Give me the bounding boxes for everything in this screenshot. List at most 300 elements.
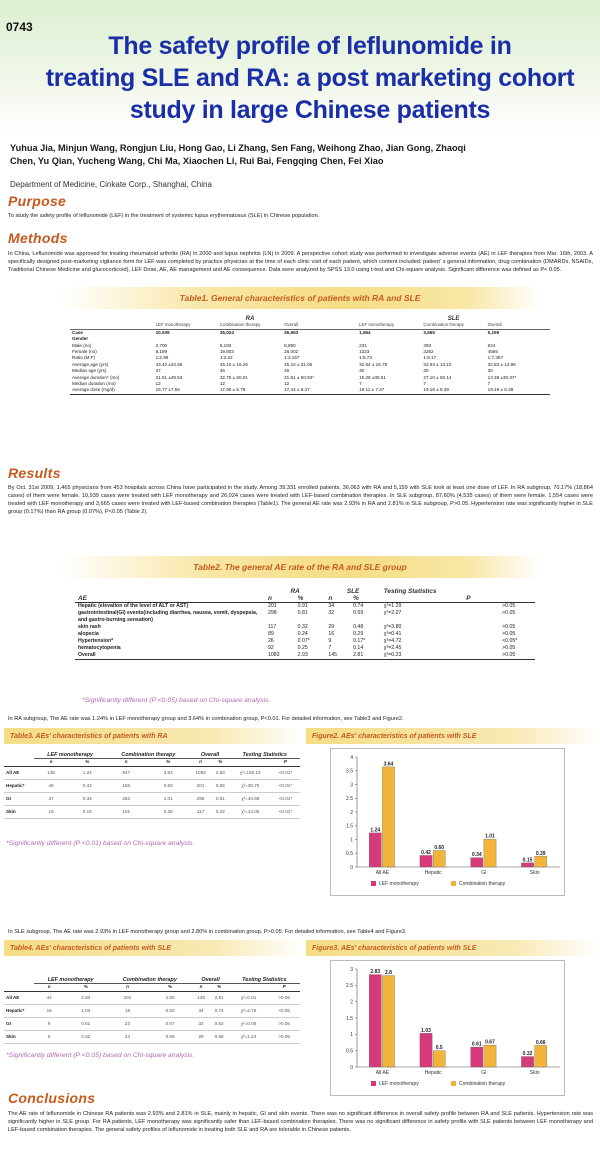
figure2-caption: Figure2. AEs' characteristics of patients with SLE xyxy=(312,732,477,740)
table2-spacer xyxy=(463,631,499,638)
table2-cell: 117 xyxy=(268,624,277,630)
table3-cell: 101 xyxy=(122,808,130,814)
table3-cell: 0.32 xyxy=(215,808,225,814)
table3-footnote: *Significantly different (P <0.01) based on Chi-square analysis. xyxy=(6,840,195,847)
table4-subheader: P xyxy=(282,984,286,990)
table4-subheader: n xyxy=(126,984,129,990)
table4-cell: 101 xyxy=(123,994,132,1000)
table1-cell: 15.29 ±35.01 xyxy=(359,374,386,380)
table1-cell: 30 xyxy=(359,368,365,374)
x-tick-label: Hepatic xyxy=(424,1070,442,1076)
table3-subheader: n xyxy=(199,759,202,765)
table2-cell: 9 xyxy=(328,638,332,644)
table3-subheader xyxy=(230,759,271,766)
table4-cell: >0.05 xyxy=(278,1033,290,1039)
table4-cell: 0.74 xyxy=(214,1007,224,1013)
table3-cell: χ²=40.68 xyxy=(241,795,260,801)
table1-cell: 47 xyxy=(155,368,161,374)
table2-row xyxy=(75,645,535,652)
table1-cell: 3262 xyxy=(423,349,434,355)
table1-subheader: LEF monotherapy xyxy=(155,322,191,328)
table1-cell: 27.10 ± 60.14 xyxy=(423,374,452,380)
y-tick-label: 2.5 xyxy=(346,796,353,803)
table3-cell: 947 xyxy=(122,769,130,775)
table2-cell: χ²=4.72 xyxy=(383,638,402,644)
table4-group: LEF monotherapy xyxy=(34,977,107,984)
table4-group-row xyxy=(4,977,300,984)
table2-spacer xyxy=(463,603,499,611)
table3-cell: 0.34 xyxy=(82,795,92,801)
table3-row xyxy=(4,792,300,805)
bar-value-label: 2.83 xyxy=(370,969,381,976)
table2-spacer xyxy=(463,638,499,645)
bar-value-label: 3.64 xyxy=(383,761,394,768)
bar-value-label: 0.39 xyxy=(535,850,546,857)
table2-cell: >0.05 xyxy=(502,631,516,637)
table1-caption-banner xyxy=(60,287,540,309)
table1-grid xyxy=(70,316,550,395)
table2-cell: 0.07* xyxy=(297,638,310,644)
figure2-caption-banner xyxy=(306,728,600,744)
table4-subheader: n xyxy=(47,984,51,990)
table1-cell: 2,700 xyxy=(155,342,168,348)
methods-text: In China, Leflunomide was approved for treating rheumatoid arthritis (RA) in 2000 and lupus nephritis (LN) in 2009. A perspective cohort study was performed to investigate adverse events (AE) in LEF therapies from Mar. 16th, 2003. A specifically designed post-marketing vigilance form for LEF was completed by practice physician at the time of each clinic visit of each patient, which content included: patient' s general information, drug combination (DMARDs, NSAIDs, Traditional Chinese Medicine and glucocorticoid), LEF Dose, AE, AE management and AE consequence. Data were analyzed by SPSS 13.0 using t-test and Chi-square analysis. Significant difference was defined as P< 0.05. xyxy=(8,251,593,273)
table1-cell: 12 xyxy=(284,381,290,387)
table2-cell: χ²=0.41 xyxy=(383,631,402,637)
table3-cell: <0.01* xyxy=(278,769,293,775)
table1-cell: 45.22 ± 21.06 xyxy=(284,361,313,367)
table2-cell: >0.05 xyxy=(502,652,516,658)
table2-row xyxy=(75,610,535,624)
bar-value-label: 0.42 xyxy=(421,849,431,856)
poster-title xyxy=(40,30,580,126)
table1-row-label: Average age (yrs) xyxy=(72,361,109,367)
y-tick-label: 2.5 xyxy=(346,983,353,990)
table3-caption-banner xyxy=(4,728,304,744)
bar-lef xyxy=(471,858,483,867)
table3-cell: 298 xyxy=(196,795,205,801)
table3-group: LEF monotherapy xyxy=(34,752,106,759)
table1-cell: 1323 xyxy=(359,349,370,355)
bar-lef xyxy=(369,975,381,1067)
table3-subheader: % xyxy=(166,759,171,765)
table3-sub-row xyxy=(4,759,300,766)
table2-group-stats: Testing Statistics xyxy=(383,588,437,595)
table3-corner xyxy=(4,759,34,766)
table2-col-spacer xyxy=(381,595,463,603)
table3-cell: 201 xyxy=(196,782,205,788)
table2-cell: 0.91 xyxy=(297,603,308,609)
x-tick-label: All AE xyxy=(375,1070,390,1076)
legend-swatch xyxy=(371,1081,376,1086)
table4-cell: 23 xyxy=(124,1020,131,1026)
legend-swatch xyxy=(451,881,456,886)
poster-id: 0743 xyxy=(6,20,33,34)
table3-cell: <0.01* xyxy=(278,782,293,788)
bar-combination xyxy=(433,851,445,868)
table1-cell: 46 xyxy=(284,368,290,374)
table2-spacer xyxy=(463,610,499,624)
table3-cell: χ²=150.13 xyxy=(239,769,261,775)
table3-cell: 262 xyxy=(122,795,130,801)
table2-cell: χ²=2.07 xyxy=(383,610,402,616)
table3-cell: 1.24 xyxy=(82,769,92,775)
bar-lef xyxy=(420,855,432,867)
table4-cell: 2.83 xyxy=(81,994,91,1000)
table1-row-label: Case xyxy=(72,329,83,335)
table1-cell: 3,655 xyxy=(423,329,435,335)
bar-combination xyxy=(433,1051,445,1067)
table2-row xyxy=(75,652,535,660)
table2-cell: 0.48 xyxy=(353,624,364,630)
bar-combination xyxy=(535,1045,547,1067)
table1-cell: 8,189 xyxy=(155,349,168,355)
table4-group: Overall xyxy=(192,977,228,984)
table3-subheader: n xyxy=(49,759,53,765)
table2-row-label: Overall xyxy=(78,652,96,658)
table2-spacer xyxy=(463,624,499,631)
table3-cell: 117 xyxy=(196,808,205,814)
table3-cell: 1083 xyxy=(195,769,206,775)
table4-row xyxy=(4,1030,300,1043)
table1-cell: 45.10 ± 16.26 xyxy=(219,361,248,367)
table4-corner xyxy=(4,984,34,991)
bar-value-label: 0.15 xyxy=(522,857,533,864)
table2-cell: 16 xyxy=(328,631,335,637)
bar-value-label: 0.34 xyxy=(471,852,482,859)
table3-cell: 0.60 xyxy=(163,782,173,788)
figure3-chart xyxy=(330,960,565,1096)
title-line-2: treating SLE and RA: a post marketing cohort xyxy=(45,64,575,92)
table4-cell: 0.66 xyxy=(165,1033,175,1039)
bar-lef xyxy=(420,1033,432,1067)
table2-row-label: Hepatic (elevation of the level of ALT or AST) xyxy=(78,603,189,609)
table2-cell: 145 xyxy=(328,652,337,658)
bar-value-label: 1.03 xyxy=(421,1027,431,1034)
table4 xyxy=(4,977,300,1044)
purpose-heading: Purpose xyxy=(8,193,67,209)
table3-subheader: P xyxy=(283,759,287,765)
table2-col-header: n xyxy=(268,595,272,602)
table1-cell: 26,024 xyxy=(219,329,234,335)
x-tick-label: Hepatic xyxy=(424,870,442,876)
table3-caption: Table3. AEs' characteristics of patients with RA xyxy=(10,732,168,740)
title-line-3: study in large Chinese patients xyxy=(129,96,491,124)
table2-cell: χ²=1.29 xyxy=(383,603,402,609)
table4-caption-banner xyxy=(4,940,304,956)
table1-cell: 36,963 xyxy=(284,329,299,335)
table4-cell: >0.05 xyxy=(278,1020,290,1026)
bar-lef xyxy=(521,863,533,867)
table1-subheader: Combination therapy xyxy=(423,322,464,328)
table4-cell: χ²=4.75 xyxy=(240,1007,257,1013)
table1-cell: 1:8.17 xyxy=(423,355,437,361)
table2-row xyxy=(75,603,535,611)
table3-group: Overall xyxy=(190,752,229,759)
table1-cell: 1,554 xyxy=(359,329,371,335)
table2-col-header: P xyxy=(466,595,471,602)
table3-cell: χ²=14.05 xyxy=(241,808,260,814)
table2-row-label: skin rash xyxy=(78,624,101,630)
table1-spacer xyxy=(346,322,357,329)
sle-subgroup-text: In SLE subgroup, The AE rate was 2.93% in LEF monotherapy group and 2.80% in combination group, P>0.05. For detailed information, see Table4 and Figure3. xyxy=(8,929,407,935)
table4-subheader xyxy=(229,984,269,991)
table1-cell: 1:3.22 xyxy=(219,355,233,361)
table1-cell: 46 xyxy=(219,368,225,374)
table1-group-sle: SLE xyxy=(447,316,460,322)
table4-row-label: Skin xyxy=(6,1033,16,1039)
table2-cell: 0.59 xyxy=(353,610,364,616)
table1-cell: 8,890 xyxy=(284,342,296,348)
table1-cell: 7 xyxy=(423,381,426,387)
legend-label: Combination therapy xyxy=(459,1081,506,1087)
table2-cell: 89 xyxy=(268,631,274,637)
y-tick-label: 1 xyxy=(350,1032,353,1039)
table2-cell: 0.81 xyxy=(297,610,308,616)
y-tick-label: 0.5 xyxy=(346,851,353,858)
table2-col-header: AE xyxy=(78,595,87,602)
table1-cell: 7 xyxy=(359,381,362,387)
table2-caption: Table2. The general AE rate of the RA and SLE group xyxy=(193,562,407,572)
table2-row-label: gastrointestinal(GI) events(including diarrhea, nausea, vomit, dyspepsia, and gastro-burning sensation) xyxy=(78,610,258,623)
table4-cell: 16 xyxy=(46,1007,52,1013)
table3-grid xyxy=(4,752,300,819)
table3-corner xyxy=(4,752,34,759)
table2-cell: χ²=0.23 xyxy=(383,652,402,658)
table4-cell: 44 xyxy=(46,994,52,1000)
y-tick-label: 2 xyxy=(350,999,353,1006)
table3-cell: 3.64 xyxy=(163,769,173,775)
conclusions-text: The AE rate of leflunomide in Chinese RA patients was 2.93% and 2.81% in SLE, mainly in hepatic, GI and skin events. There was no significant difference in overall safety profile between RA and SLE patients. Hypertension rate was significantly higher in SLE group. For RA patients, LEF monotherapy was significantly safer than LEF-based combination therapies. There was no significant difference in safety profile with SLE patients between LEF monotherapy and LEF-based combination therapies. The general safety profiles of leflunomide in treating both SLE and RA are tolerable in Chinese patients. xyxy=(8,1111,593,1133)
table4-grid xyxy=(4,977,300,1044)
table1-cell: 19.11 ± 7.37 xyxy=(359,387,385,393)
table1-cell: 32.83 ± 13.96 xyxy=(487,361,516,367)
y-tick-label: 1.5 xyxy=(346,823,353,830)
table3-cell: χ²=30.70 xyxy=(241,782,260,788)
table4-cell: 0.67 xyxy=(165,1020,175,1026)
table1-row-label: Average dose (mg/d) xyxy=(72,387,115,393)
table2-cell: >0.05 xyxy=(502,624,516,630)
figure2-chart xyxy=(330,748,565,896)
legend-swatch xyxy=(451,1081,456,1086)
table3-cell: <0.01* xyxy=(278,808,293,814)
table2-cell: 201 xyxy=(268,603,277,609)
table1-corner xyxy=(70,322,154,329)
table3-cell: <0.01* xyxy=(278,795,293,801)
bar-value-label: 0.5 xyxy=(435,1045,443,1052)
table1-cell: 12 xyxy=(155,381,161,387)
legend-label: Combination therapy xyxy=(459,881,506,887)
table4-footnote: *Significantly different (P <0.05) based on Chi-square analysis. xyxy=(6,1052,195,1059)
table4-cell: 0.50 xyxy=(165,1007,175,1013)
figure3-svg xyxy=(331,961,566,1097)
table4-subheader: n xyxy=(199,984,203,990)
table2-cell: 0.17* xyxy=(353,638,366,644)
table1 xyxy=(70,316,550,395)
table3-row-label: Skin xyxy=(6,808,16,814)
table1-cell: 17.90 ± 5.79 xyxy=(219,387,246,393)
table3-row-label: GI xyxy=(6,795,11,801)
bar-value-label: 0.32 xyxy=(522,1051,533,1058)
table2-cell: 2.93 xyxy=(297,652,308,658)
table1-cell: 12 xyxy=(219,381,225,387)
y-tick-label: 3 xyxy=(350,966,353,973)
table4-cell: χ²=0.01 xyxy=(240,994,257,1000)
table2-spacer xyxy=(463,645,499,652)
bar-combination xyxy=(382,767,394,867)
table3-row xyxy=(4,779,300,792)
table2-cell: 0.14 xyxy=(353,645,364,651)
table1-row xyxy=(70,387,550,394)
x-tick-label: Skin xyxy=(529,1070,540,1076)
table1-cell: 30 xyxy=(423,368,429,374)
table3-cell: 2.93 xyxy=(215,769,225,775)
methods-heading: Methods xyxy=(8,230,68,246)
table2-cell: 2.81 xyxy=(353,652,364,658)
bar-value-label: 0.61 xyxy=(471,1041,482,1048)
table3-row xyxy=(4,766,300,779)
bar-lef xyxy=(471,1047,483,1067)
y-tick-label: 0.5 xyxy=(346,1048,353,1055)
table1-cell: 19,803 xyxy=(219,349,234,355)
table1-spacer xyxy=(346,329,357,336)
bar-combination xyxy=(535,856,547,867)
table1-cell: 21.61 ±49.53 xyxy=(155,374,183,380)
table2-cell: 7 xyxy=(328,645,332,651)
table2-spacer xyxy=(463,652,499,660)
table4-row-label: GI xyxy=(6,1020,11,1026)
x-tick-label: All AE xyxy=(375,870,390,876)
table1-cell: 17.44 ± 8.47 xyxy=(284,387,310,393)
table2-cell: >0.05 xyxy=(502,645,516,651)
bar-value-label: 1.24 xyxy=(370,827,381,834)
table1-cell: 10,939 xyxy=(155,329,170,335)
table4-row-label: Hepatic* xyxy=(6,1007,25,1013)
table1-cell: 30 xyxy=(487,368,493,374)
table2-cell: 0.74 xyxy=(353,603,364,609)
table4-cell: 32 xyxy=(198,1020,204,1026)
table4-caption: Table4. AEs' characteristics of patients with SLE xyxy=(10,944,172,952)
table4-row-label: All AE xyxy=(6,994,20,1000)
table4-cell: <0.05 xyxy=(278,1007,290,1013)
purpose-text: To study the safety profile of leflunomide (LEF) in the treatment of systemic lupus erythematosus (SLE) in Chinese population. xyxy=(8,213,320,219)
table3-cell: 155 xyxy=(122,782,130,788)
table3-cell: 136 xyxy=(47,769,55,775)
table4-cell: 0.62 xyxy=(214,1020,224,1026)
bar-value-label: 0.66 xyxy=(535,1039,546,1046)
figure3-caption: Figure3. AEs' characteristics of patients with SLE xyxy=(312,944,477,952)
table2-cell: 34 xyxy=(328,603,335,609)
bar-value-label: 2.8 xyxy=(384,970,392,977)
x-tick-label: GI xyxy=(481,870,487,876)
table1-row-label: Gender xyxy=(72,336,89,342)
table4-cell: 0.61 xyxy=(81,1020,91,1026)
bar-value-label: 0.67 xyxy=(485,1039,495,1046)
legend-label: LEF monotherapy xyxy=(379,1081,419,1087)
table2-cell: <0.05* xyxy=(502,638,518,644)
table3-cell: 0.42 xyxy=(82,782,92,788)
table2 xyxy=(75,588,535,660)
table4-sub-row xyxy=(4,984,300,991)
table3-row-label: Hepatic* xyxy=(6,782,25,788)
table3-cell: 16 xyxy=(48,808,54,814)
results-heading: Results xyxy=(8,465,61,481)
table1-cell: 1:7.357 xyxy=(487,355,503,361)
table2-cell: 0.32 xyxy=(297,624,308,630)
table2-col-header: n xyxy=(328,595,333,602)
y-tick-label: 3 xyxy=(350,782,353,789)
y-tick-label: 1 xyxy=(350,837,353,844)
title-line-1: The safety profile of leflunomide in xyxy=(108,32,512,60)
table2-row xyxy=(75,631,535,638)
table4-cell: >0.05 xyxy=(278,994,290,1000)
table3-group-row xyxy=(4,752,300,759)
table2-group-sle: SLE xyxy=(346,588,360,595)
table1-cell: 1:5.73 xyxy=(359,355,372,361)
table1-cell: 1:2.98 xyxy=(155,355,169,361)
table4-cell: χ²=1.24 xyxy=(240,1033,257,1039)
x-tick-label: Skin xyxy=(529,870,540,876)
table4-corner xyxy=(4,977,34,984)
table2-cell: >0.05 xyxy=(502,610,516,616)
bar-value-label: 1.01 xyxy=(485,833,495,840)
table2-col-header: % xyxy=(297,595,304,602)
table2-cell: 0.24 xyxy=(297,631,308,637)
table4-cell: 2.81 xyxy=(214,994,224,1000)
table1-cell: 43.42 ±34.56 xyxy=(155,361,183,367)
y-tick-label: 4 xyxy=(350,754,353,761)
table2-cell: 32 xyxy=(328,610,335,616)
table4-subheader: % xyxy=(168,984,173,990)
table3-cell: 1.01 xyxy=(163,795,173,801)
table3-row xyxy=(4,805,300,818)
table3-cell: 0.15 xyxy=(82,808,92,814)
y-tick-label: 2 xyxy=(350,809,353,816)
table1-row-label: Average duration* (mo) xyxy=(72,374,120,380)
table2-caption-banner xyxy=(60,556,540,578)
table4-cell: 29 xyxy=(198,1033,204,1039)
table1-subheader: Overall xyxy=(487,322,502,328)
table2-cell: 0.29 xyxy=(353,631,364,637)
table1-cell: 231 xyxy=(359,342,367,348)
table1-subheader: Overall xyxy=(284,322,299,328)
table1-cell: 19.18 ± 8.38 xyxy=(423,387,449,393)
bar-combination xyxy=(382,976,394,1067)
table1-cell: 624 xyxy=(487,342,496,348)
table4-cell: 0.56 xyxy=(214,1033,224,1039)
table3-cell: 0.55 xyxy=(215,782,225,788)
table4-cell: 2.80 xyxy=(165,994,175,1000)
table3-group: Testing Statistics xyxy=(230,752,300,759)
table2-group-ra: RA xyxy=(290,588,300,595)
figure2-svg xyxy=(331,749,566,897)
table4-row xyxy=(4,1017,300,1030)
table2-cell: 29 xyxy=(328,624,335,630)
table3-subheader: % xyxy=(85,759,90,765)
author-line-2: Chen, Yu Qian, Yucheng Wang, Chi Ma, Xiaochen Li, Rui Bai, Fengqing Chen, Fei Xiao xyxy=(10,156,384,166)
table3-cell: 0.81 xyxy=(215,795,225,801)
conclusions-heading: Conclusions xyxy=(8,1090,96,1106)
table2-cell: χ²=3.80 xyxy=(383,624,402,630)
table4-cell: 9 xyxy=(47,1020,51,1026)
table3-row-label: All AE xyxy=(6,769,20,775)
table4-cell: 24 xyxy=(124,1033,131,1039)
table1-cell: 32.75 ± 60.01 xyxy=(219,374,248,380)
y-tick-label: 0 xyxy=(350,1064,353,1071)
table1-subheader: Combination therapy xyxy=(219,322,261,328)
table2-row-label: hematocytopenia xyxy=(78,645,121,651)
y-tick-label: 3.5 xyxy=(346,768,353,775)
